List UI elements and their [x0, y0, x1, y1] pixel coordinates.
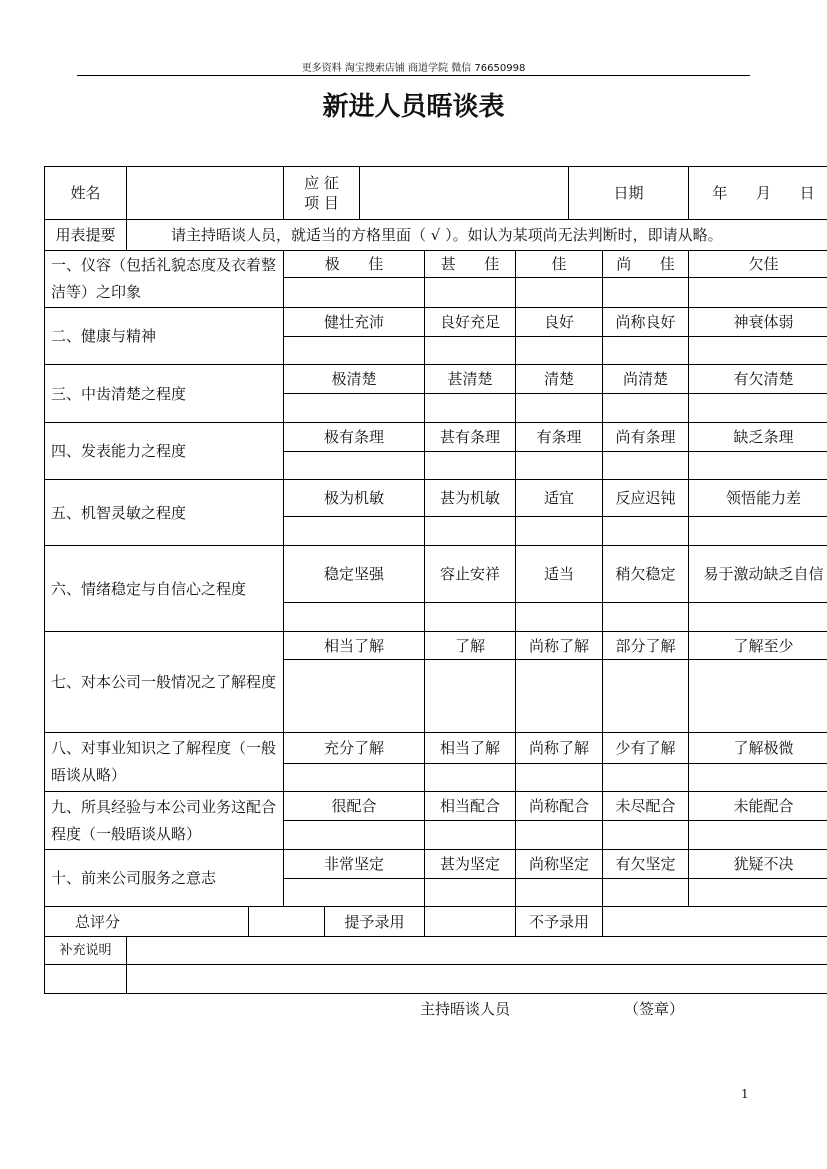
rating-option-label: 缺乏条理 — [689, 423, 827, 452]
rating-checkbox[interactable] — [516, 337, 603, 365]
position-field[interactable] — [360, 167, 569, 220]
rating-option-label: 佳 — [516, 251, 603, 278]
host-signature-label: 主持晤谈人员 — [420, 1000, 511, 1018]
criterion-row — [45, 251, 827, 278]
rating-checkbox[interactable] — [516, 452, 603, 480]
rating-checkbox[interactable] — [689, 452, 827, 480]
rating-option-label: 尚有条理 — [603, 423, 689, 452]
header-divider — [77, 75, 750, 76]
rating-checkbox[interactable] — [425, 394, 516, 423]
notice-text: 请主持晤谈人员，就适当的方格里面（ √ ）。如认为某项尚无法判断时，即请从略。 — [127, 220, 827, 251]
rating-checkbox[interactable] — [689, 764, 827, 792]
rating-checkbox[interactable] — [603, 337, 689, 365]
rating-option-label: 了解 — [425, 632, 516, 660]
rating-option-label: 相当配合 — [425, 792, 516, 821]
criterion-row — [45, 308, 827, 337]
rating-checkbox[interactable] — [516, 821, 603, 850]
criterion-label: 九、所具经验与本公司业务这配合程度（一般晤谈从略） — [45, 792, 284, 850]
rating-option-label: 反应迟钝 — [603, 480, 689, 517]
rating-checkbox[interactable] — [425, 517, 516, 546]
rating-option-label: 稍欠稳定 — [603, 546, 689, 603]
rating-checkbox[interactable] — [284, 517, 425, 546]
rating-option-label: 欠佳 — [689, 251, 827, 278]
rating-checkbox[interactable] — [516, 764, 603, 792]
remarks-row — [45, 937, 827, 965]
criterion-row — [45, 850, 827, 879]
rating-checkbox[interactable] — [425, 452, 516, 480]
rating-checkbox[interactable] — [284, 879, 425, 907]
rating-option-label: 甚为坚定 — [425, 850, 516, 879]
rating-checkbox[interactable] — [425, 603, 516, 632]
rating-option-label: 了解极微 — [689, 733, 827, 764]
info-row — [45, 167, 827, 220]
rating-checkbox[interactable] — [425, 879, 516, 907]
rating-checkbox[interactable] — [284, 764, 425, 792]
rating-checkbox[interactable] — [284, 337, 425, 365]
rating-checkbox[interactable] — [689, 821, 827, 850]
rating-option-label: 易于激动缺乏自信 — [689, 546, 827, 603]
rating-option-label: 尚 佳 — [603, 251, 689, 278]
rating-option-label: 未尽配合 — [603, 792, 689, 821]
rating-option-label: 尚称了解 — [516, 733, 603, 764]
rating-option-label: 容止安祥 — [425, 546, 516, 603]
rating-option-label: 尚称了解 — [516, 632, 603, 660]
rating-checkbox[interactable] — [689, 337, 827, 365]
rating-checkbox[interactable] — [689, 394, 827, 423]
remarks-field[interactable] — [127, 937, 827, 965]
rating-option-label: 极有条理 — [284, 423, 425, 452]
rating-option-label: 极清楚 — [284, 365, 425, 394]
rating-option-label: 有条理 — [516, 423, 603, 452]
criterion-label: 五、机智灵敏之程度 — [45, 480, 284, 546]
rating-checkbox[interactable] — [689, 517, 827, 546]
rating-option-label: 少有了解 — [603, 733, 689, 764]
criterion-label: 三、中齿清楚之程度 — [45, 365, 284, 423]
rating-option-label: 神衰体弱 — [689, 308, 827, 337]
rating-option-label: 未能配合 — [689, 792, 827, 821]
rating-checkbox[interactable] — [603, 660, 689, 733]
criterion-label: 四、发表能力之程度 — [45, 423, 284, 480]
hire-checkbox[interactable] — [425, 907, 516, 937]
rating-option-label: 非常坚定 — [284, 850, 425, 879]
rating-checkbox[interactable] — [284, 278, 425, 308]
rating-option-label: 极 佳 — [284, 251, 425, 278]
rating-checkbox[interactable] — [425, 660, 516, 733]
remarks-row-extra — [45, 965, 827, 994]
rating-option-label: 尚称配合 — [516, 792, 603, 821]
rating-checkbox[interactable] — [425, 821, 516, 850]
rating-option-label: 良好充足 — [425, 308, 516, 337]
rating-option-label: 领悟能力差 — [689, 480, 827, 517]
seal-label: （签章） — [624, 1000, 685, 1018]
page-title: 新进人员晤谈表 — [322, 92, 505, 122]
rating-option-label: 尚称坚定 — [516, 850, 603, 879]
interview-form-table — [44, 166, 827, 994]
rating-option-label: 犹疑不决 — [689, 850, 827, 879]
rating-checkbox[interactable] — [603, 394, 689, 423]
criterion-row — [45, 423, 827, 452]
criterion-row — [45, 365, 827, 394]
rating-checkbox[interactable] — [603, 278, 689, 308]
remarks-label-blank — [45, 965, 127, 994]
rating-checkbox[interactable] — [603, 452, 689, 480]
rating-checkbox[interactable] — [516, 517, 603, 546]
rating-option-label: 甚为机敏 — [425, 480, 516, 517]
rating-checkbox[interactable] — [689, 660, 827, 733]
rating-checkbox[interactable] — [603, 879, 689, 907]
criterion-row — [45, 546, 827, 603]
rating-option-label: 充分了解 — [284, 733, 425, 764]
total-score-field[interactable] — [249, 907, 325, 937]
rating-checkbox[interactable] — [689, 879, 827, 907]
rating-option-label: 甚有条理 — [425, 423, 516, 452]
criterion-row — [45, 792, 827, 821]
date-label: 日期 — [569, 167, 689, 220]
rating-option-label: 稳定坚强 — [284, 546, 425, 603]
rating-checkbox[interactable] — [284, 394, 425, 423]
rating-option-label: 相当了解 — [425, 733, 516, 764]
criterion-label: 一、仪容（包括礼貌态度及衣着整洁等）之印象 — [45, 251, 284, 308]
rating-checkbox[interactable] — [425, 764, 516, 792]
remarks-field-extra[interactable] — [127, 965, 827, 994]
notice-label: 用表提要 — [45, 220, 127, 251]
rating-option-label: 极为机敏 — [284, 480, 425, 517]
rating-checkbox[interactable] — [284, 821, 425, 850]
reject-label: 不予录用 — [516, 907, 603, 937]
criterion-label: 八、对事业知识之了解程度（一般晤谈从略） — [45, 733, 284, 792]
notice-row — [45, 220, 827, 251]
rating-checkbox[interactable] — [516, 394, 603, 423]
rating-checkbox[interactable] — [284, 603, 425, 632]
criterion-row — [45, 632, 827, 660]
rating-option-label: 适宜 — [516, 480, 603, 517]
date-field[interactable]: 年 月 日 — [689, 167, 827, 220]
page-number: 1 — [741, 1087, 749, 1101]
rating-option-label: 尚清楚 — [603, 365, 689, 394]
rating-checkbox[interactable] — [284, 452, 425, 480]
hire-label: 提予录用 — [325, 907, 425, 937]
criterion-label: 六、情绪稳定与自信心之程度 — [45, 546, 284, 632]
rating-checkbox[interactable] — [603, 821, 689, 850]
rating-option-label: 适当 — [516, 546, 603, 603]
total-score-row — [45, 907, 827, 937]
rating-option-label: 有欠坚定 — [603, 850, 689, 879]
criterion-label: 十、前来公司服务之意志 — [45, 850, 284, 907]
rating-checkbox[interactable] — [425, 278, 516, 308]
rating-checkbox[interactable] — [516, 660, 603, 733]
rating-checkbox[interactable] — [689, 603, 827, 632]
rating-option-label: 了解至少 — [689, 632, 827, 660]
rating-option-label: 甚清楚 — [425, 365, 516, 394]
rating-checkbox[interactable] — [516, 278, 603, 308]
rating-option-label: 部分了解 — [603, 632, 689, 660]
criterion-row — [45, 480, 827, 517]
rating-checkbox[interactable] — [689, 278, 827, 308]
rating-checkbox[interactable] — [603, 517, 689, 546]
total-score-label: 总评分 — [45, 907, 249, 937]
rating-option-label: 良好 — [516, 308, 603, 337]
criterion-row — [45, 733, 827, 764]
rating-option-label: 尚称良好 — [603, 308, 689, 337]
position-label: 应 征 项 目 — [284, 167, 360, 220]
rating-option-label: 很配合 — [284, 792, 425, 821]
rating-checkbox[interactable] — [284, 660, 425, 733]
name-field[interactable] — [127, 167, 284, 220]
rating-checkbox[interactable] — [603, 603, 689, 632]
reject-checkbox[interactable] — [603, 907, 827, 937]
rating-option-label: 清楚 — [516, 365, 603, 394]
rating-checkbox[interactable] — [425, 337, 516, 365]
rating-option-label: 相当了解 — [284, 632, 425, 660]
rating-checkbox[interactable] — [603, 764, 689, 792]
rating-option-label: 甚 佳 — [425, 251, 516, 278]
header-note: 更多资料 淘宝搜索店铺 商道学院 微信 76650998 — [301, 63, 526, 74]
rating-checkbox[interactable] — [516, 879, 603, 907]
criterion-label: 七、对本公司一般情况之了解程度 — [45, 632, 284, 733]
remarks-label: 补充说明 — [45, 937, 127, 965]
criterion-label: 二、健康与精神 — [45, 308, 284, 365]
rating-option-label: 健壮充沛 — [284, 308, 425, 337]
rating-option-label: 有欠清楚 — [689, 365, 827, 394]
name-label: 姓名 — [45, 167, 127, 220]
rating-checkbox[interactable] — [516, 603, 603, 632]
